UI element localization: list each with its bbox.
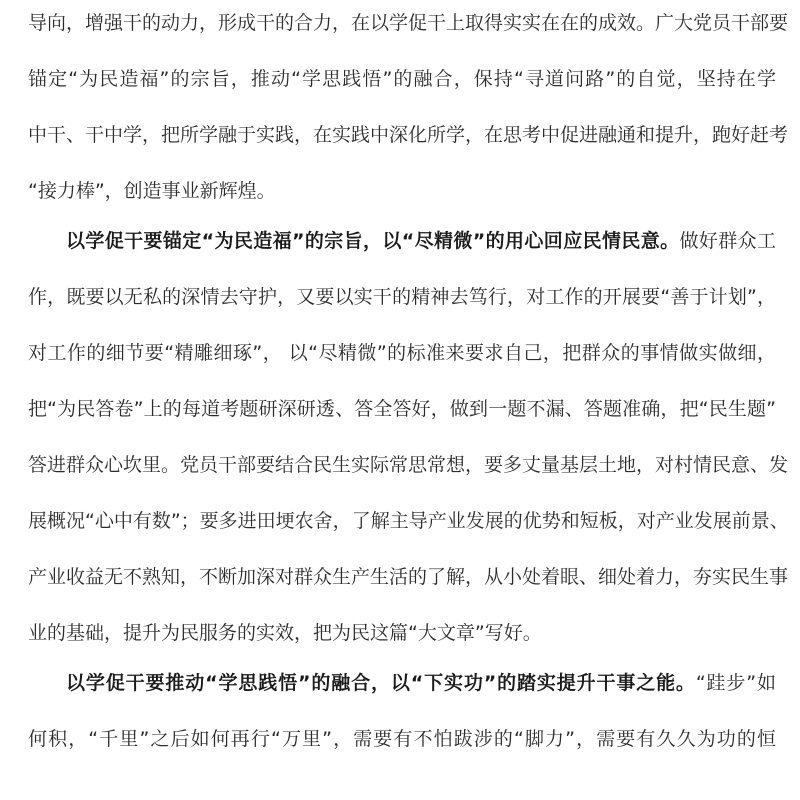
- text-line: 业的基础，提升为民服务的实效，把为民这篇“大文章”写好。: [28, 622, 542, 644]
- text-line: 中干、干中学，把所学融于实践，在实践中深化所学，在思考中促进融通和提升，跑好赶考: [28, 124, 789, 146]
- text-span: 做好群众工: [679, 230, 776, 252]
- text-line: 产业收益无不熟知，不断加深对群众生产生活的了解，从小处着眼、细处着力，夯实民生事: [28, 566, 789, 588]
- text-span: “跬步”如: [695, 672, 776, 694]
- paragraph-lead-bold: 以学促干要推动“学思践悟”的融合，以“下实功”的踏实提升干事之能。: [66, 672, 696, 694]
- paragraph-1: [28, 0, 789, 219]
- text-line: 导向，增强干的动力，形成干的合力，在以学促干上取得实实在在的成效。广大党员干部要: [28, 12, 789, 34]
- text-line: 作，既要以无私的深情去守护，又要以实干的精神去笃行，对工作的开展要“善于计划”，: [28, 286, 776, 308]
- paragraph-lead-bold: 以学促干要锚定“为民造福”的宗旨，以“尽精微”的用心回应民情民意。: [66, 230, 680, 252]
- text-line-lead: [28, 213, 776, 269]
- text-line: 何积，“千里”之后如何再行“万里”，需要有不怕跋涉的“脚力”，需要有久久为功的恒: [28, 728, 776, 750]
- text-line: “接力棒”，创造事业新辉煌。: [28, 180, 276, 202]
- paragraph-3: [28, 655, 776, 767]
- text-line: 锚定“为民造福”的宗旨，推动“学思践悟”的融合，保持“寻道问路”的自觉，坚持在学: [28, 68, 776, 90]
- document-body: [28, 0, 789, 761]
- text-line: 对工作的细节要“精雕细琢”， 以“尽精微”的标准来要求自己，把群众的事情做实做细，: [28, 342, 776, 364]
- paragraph-2: [28, 213, 789, 661]
- text-line: 把“为民答卷”上的每道考题研深研透、答全答好，做到一题不漏、答题准确，把“民生题”: [28, 398, 776, 420]
- text-line: 答进群众心坎里。党员干部要结合民生实际常思常想，要多丈量基层土地，对村情民意、发: [28, 454, 789, 476]
- text-line: 展概况“心中有数”；要多进田埂农舍，了解主导产业发展的优势和短板，对产业发展前景、: [28, 510, 789, 532]
- text-line-lead: [28, 655, 776, 711]
